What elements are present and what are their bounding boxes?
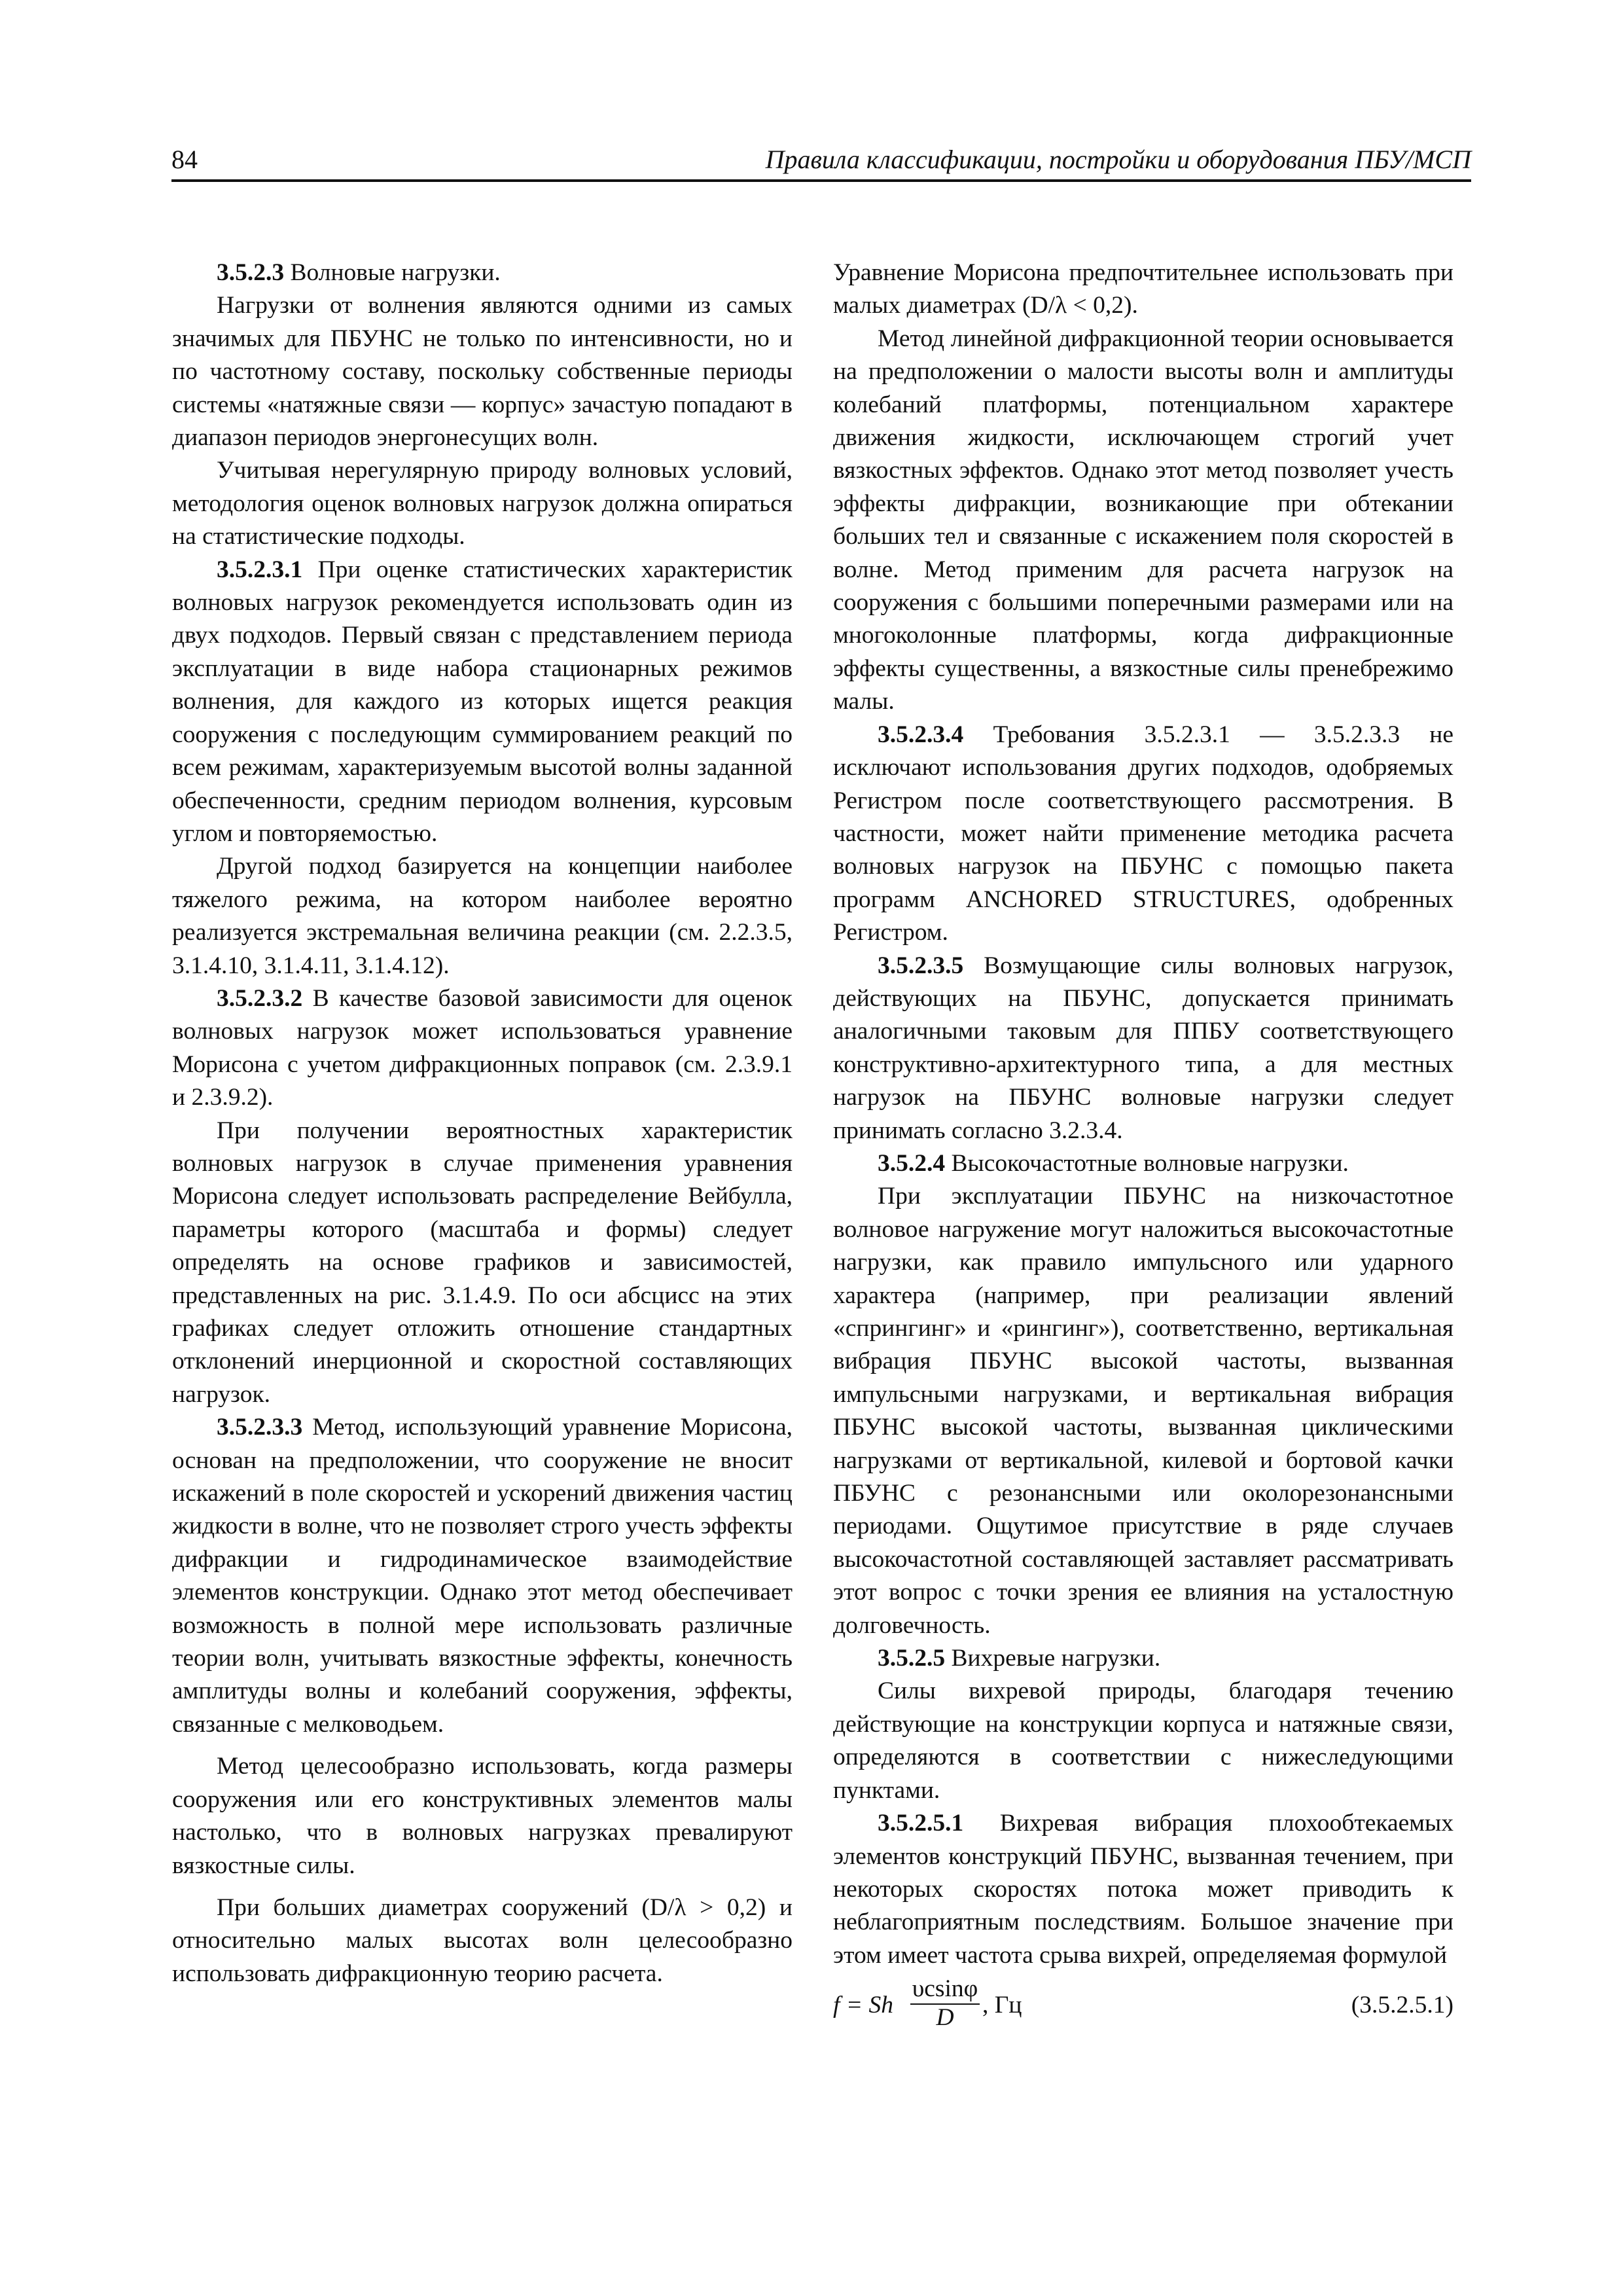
paragraph: При получении вероятностных характеристик волновых нагрузок в случае применения уравнения Морисона следует использовать распределение Вейбулла, параметры которого (масштаба и формы) следует определять на основе графиков и зависимостей, представленных на рис. 3.1.4.9. По оси абсцисс на этих графиках следует отложить отношение стандартных отклонений инерционной и скоростной составляющих нагрузок. — [172, 1117, 793, 1408]
formula-3-5-2-5-1 — [833, 1975, 1454, 2032]
clause-3-5-2-3-3: 3.5.2.3.3 Метод, использующий уравнение Морисона, основан на предположении, что сооружение не вносит искажений в поле скоростей и ускорений движения частиц жидкости в волне, что не позволяет строго учесть эффекты дифракции и гидродинамическое взаимодействие элементов конструкции. Однако этот метод обеспечивает возможность в полной мере использовать различные теории волн, учитывать вязкостные эффекты, конечность амплитуды волны и колебаний сооружения, эффекты, связанные с мелководьем. — [172, 1414, 793, 1738]
page-header — [171, 143, 1471, 182]
paragraph: Уравнение Морисона предпочтительнее использовать при малых диаметрах (D/λ < 0,2). — [833, 259, 1454, 319]
page-number: 84 — [171, 145, 198, 174]
paragraph: При эксплуатации ПБУНС на низкочастотное волновое нагружение могут наложиться высокочастотные нагрузки, как правило импульсного или ударного характера (например, при реализации явлений «спрингинг» и «рингинг»), соответственно, вертикальная вибрация ПБУНС высокой частоты, вызванная импульсными нагрузками, и вертикальная вибрация ПБУНС высокой частоты, вызванная циклическими нагрузками от вертикальной, килевой и бортовой качки ПБУНС с резонансными или околорезонансными периодами. Ощутимое присутствие в ряде случаев высокочастотной составляющей заставляет рассматривать этот вопрос с точки зрения ее влияния на усталостную долговечность. — [833, 1183, 1454, 1639]
formula-denominator: D — [936, 2004, 954, 2032]
clause-3-5-2-3-4: 3.5.2.3.4 Требования 3.5.2.3.1 — 3.5.2.3.3 не исключают использования других подходов, одобряемых Регистром после соответствующего рассмотрения. В частности, может найти применение методика расчета волновых нагрузок на ПБУНС с помощью пакета программ ANCHORED STRUCTURES, одобренных Регистром. — [833, 721, 1454, 946]
left-column — [172, 257, 793, 1990]
paragraph: Учитывая нерегулярную природу волновых условий, методология оценок волновых нагрузок должна опираться на статистические подходы. — [172, 457, 793, 550]
paragraph: Метод линейной дифракционной теории основывается на предположении о малости высоты волн и амплитуды колебаний платформы, потенциальном характере движения жидкости, исключающем строгий учет вязкостных эффектов. Однако этот метод позволяет учесть эффекты дифракции, возникающие при обтекании больших тел и связанные с искажением поля скоростей в волне. Метод применим для расчета нагрузок на сооружения с большими поперечными размерами или на многоколонные платформы, когда дифракционные эффекты существенны, а вязкостные силы пренебрежимо малы. — [833, 325, 1454, 715]
section-heading-3-5-2-4: 3.5.2.4 Высокочастотные волновые нагрузки. — [878, 1149, 1349, 1177]
formula-numerator: υcsinφ — [910, 1975, 980, 2005]
right-column — [833, 257, 1454, 2032]
formula-fraction — [910, 1975, 980, 2031]
formula-lhs: f = Sh — [833, 1992, 893, 2019]
paragraph: Метод целесообразно использовать, когда размеры сооружения или его конструктивных элементов малы настолько, что в волновых нагрузках превалируют вязкостные силы. — [172, 1753, 793, 1879]
section-heading-3-5-2-3: 3.5.2.3 Волновые нагрузки. — [217, 259, 501, 286]
paragraph: Нагрузки от волнения являются одними из самых значимых для ПБУНС не только по интенсивности, но и по частотному составу, поскольку собственные периоды системы «натяжные связи — корпус» зачастую попадают в диапазон периодов энергонесущих волн. — [172, 292, 793, 452]
clause-3-5-2-3-1: 3.5.2.3.1 При оценке статистических характеристик волновых нагрузок рекомендуется использовать один из двух подходов. Первый связан с представлением периода эксплуатации в виде набора стационарных режимов волнения, для каждого из которых ищется реакция сооружения с последующим суммированием реакций по всем режимам, характеризуемым высотой волны заданной обеспеченности, средним периодом волнения, курсовым углом и повторяемостью. — [172, 556, 793, 847]
running-title: Правила классификации, постройки и оборудования ПБУ/МСП — [765, 145, 1471, 174]
formula-number: (3.5.2.5.1) — [1351, 1992, 1454, 2019]
paragraph: Силы вихревой природы, благодаря течению действующие на конструкции корпуса и натяжные связи, определяются в соответствии с нижеследующими пунктами. — [833, 1677, 1454, 1804]
paragraph: Другой подход базируется на концепции наиболее тяжелого режима, на котором наиболее вероятно реализуется экстремальная величина реакции (см. 2.2.3.5, 3.1.4.10, 3.1.4.11, 3.1.4.12). — [172, 853, 793, 979]
clause-3-5-2-5-1: 3.5.2.5.1 Вихревая вибрация плохообтекаемых элементов конструкций ПБУНС, вызванная течением, при некоторых скоростях потока может приводить к неблагоприятным последствиям. Большое значение при этом имеет частота срыва вихрей, определяемая формулой — [833, 1810, 1454, 1969]
formula-unit: , Гц — [982, 1992, 1022, 2019]
section-heading-3-5-2-5: 3.5.2.5 Вихревые нагрузки. — [878, 1645, 1161, 1672]
paragraph: При больших диаметрах сооружений (D/λ > 0,2) и относительно малых высотах волн целесообразно использовать дифракционную теорию расчета. — [172, 1893, 793, 1987]
clause-3-5-2-3-2: 3.5.2.3.2 В качестве базовой зависимости для оценок волновых нагрузок может использоваться уравнение Морисона с учетом дифракционных поправок (см. 2.3.9.1 и 2.3.9.2). — [172, 984, 793, 1111]
clause-3-5-2-3-5: 3.5.2.3.5 Возмущающие силы волновых нагрузок, действующих на ПБУНС, допускается принимать аналогичными таковым для ППБУ соответствующего конструктивно-архитектурного типа, а для местных нагрузок на ПБУНС волновые нагрузки следует принимать согласно 3.2.3.4. — [833, 952, 1454, 1144]
